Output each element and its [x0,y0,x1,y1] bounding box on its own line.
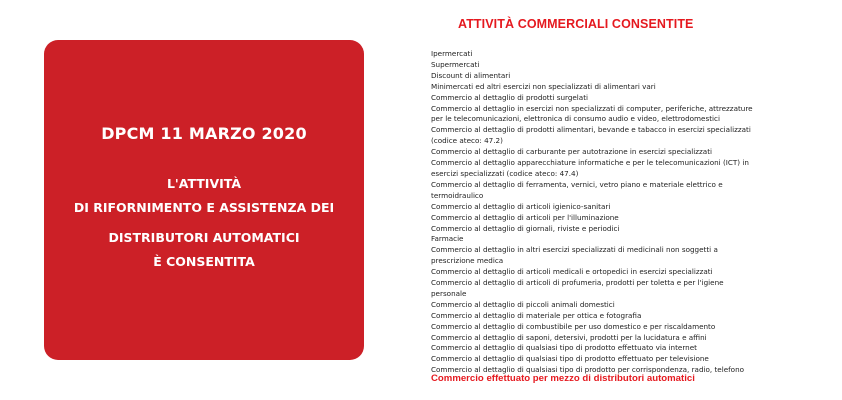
final-activity-highlight: Commercio effettuato per mezzo di distributori automatici [431,373,695,384]
activity-list-item: personale [431,288,467,298]
card-title: DPCM 11 MARZO 2020 [101,124,307,143]
activity-list-item: Commercio al dettaglio in esercizi non specializzati di computer, periferiche, attrezzature [431,103,753,113]
activity-list-item: Commercio al dettaglio di qualsiasi tipo di prodotto effettuato per televisione [431,354,709,364]
activity-list-item: Commercio al dettaglio di articoli igienico-sanitari [431,201,611,211]
card-line: L'ATTIVITÀ [166,176,242,191]
activity-list-item: (codice ateco: 47.2) [431,136,503,146]
card-line: DI RIFORNIMENTO E ASSISTENZA DEI [73,200,335,215]
activity-list-item: Minimercati ed altri esercizi non specializzati di alimentari vari [431,81,656,91]
activity-list-item: Discount di alimentari [431,70,511,80]
activity-list-item: Commercio al dettaglio di articoli di profumeria, prodotti per toletta e per l'igiene [431,278,724,288]
activity-list-item: Commercio al dettaglio di materiale per ottica e fotografia [431,310,642,320]
activity-list-item: Commercio al dettaglio di prodotti surgelati [431,92,589,102]
activity-list-item: prescrizione medica [431,256,504,266]
activity-list-item: Commercio al dettaglio di saponi, detersivi, prodotti per la lucidatura e affini [431,332,707,342]
activity-list-item: Commercio al dettaglio di ferramenta, vernici, vetro piano e materiale elettrico e [431,179,723,189]
activity-list-item: Commercio al dettaglio in altri esercizi specializzati di medicinali non soggetti a [431,245,718,255]
activity-list-item: Commercio al dettaglio di articoli per l'illuminazione [431,212,619,222]
activity-list-item: Commercio al dettaglio di piccoli animali domestici [431,299,615,309]
activity-list-item: per le telecomunicazioni, elettronica di consumo audio e video, elettrodomestici [431,114,720,124]
activity-list-item: Commercio al dettaglio apparecchiature informatiche e per le telecomunicazioni (ICT) in [431,158,749,168]
activity-list-item: Commercio al dettaglio di prodotti alimentari, bevande e tabacco in esercizi specializzati [431,125,751,135]
activity-list-item: Farmacie [431,234,464,244]
activity-list-item: Ipermercati [431,49,473,58]
activity-list-item: Commercio al dettaglio di qualsiasi tipo di prodotto per corrispondenza, radio, telefono [431,365,745,375]
activity-list-item: Commercio al dettaglio di articoli medicali e ortopedici in esercizi specializzati [431,267,713,277]
activity-list-item: Commercio al dettaglio di carburante per autotrazione in esercizi specializzati [431,147,713,157]
card-body [44,172,364,274]
card-line: DISTRIBUTORI AUTOMATICI [108,230,300,245]
activity-list-item: Commercio al dettaglio di giornali, riviste e periodici [431,223,620,233]
list-title: ATTIVITÀ COMMERCIALI CONSENTITE [458,17,694,31]
activity-list-item: Commercio al dettaglio di combustibile per uso domestico e per riscaldamento [431,321,716,331]
activity-list [431,49,761,376]
card-line: È CONSENTITA [153,254,255,269]
activity-list-item: termoidraulico [431,190,484,200]
activity-list-item: Commercio al dettaglio di qualsiasi tipo di prodotto effettuato via internet [431,343,697,353]
activity-list-item: Supermercati [431,59,480,69]
activity-list-item: esercizi specializzati (codice ateco: 47.4) [431,168,579,178]
announcement-card [44,40,364,360]
